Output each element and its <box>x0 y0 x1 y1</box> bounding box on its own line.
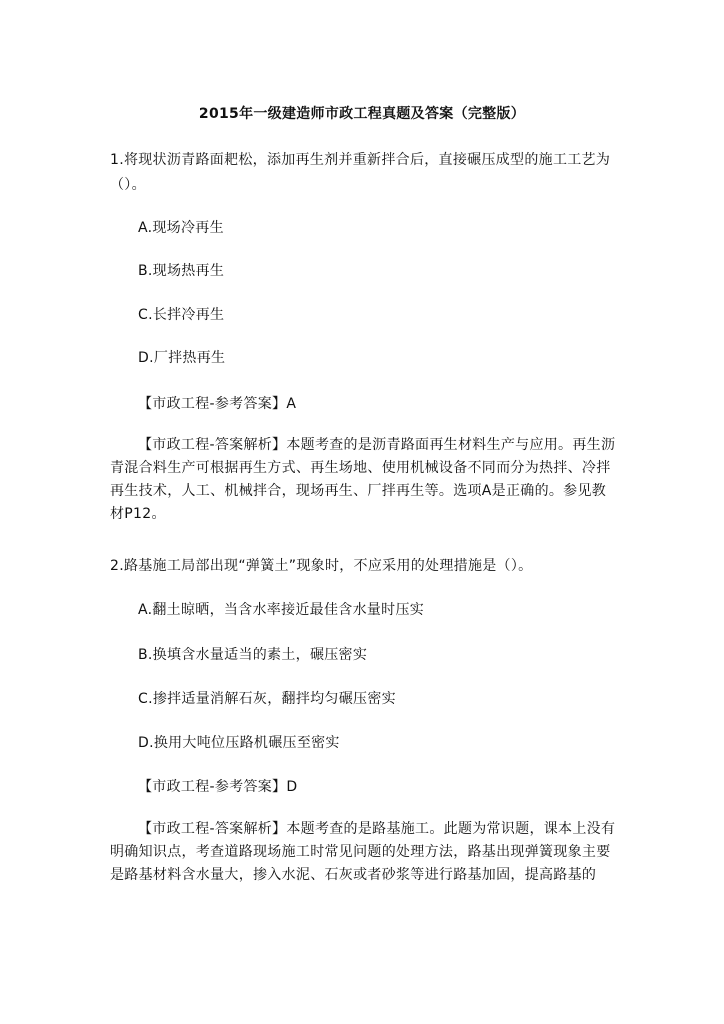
question-2-stem: 2.路基施工局部出现“弹簧土”现象时，不应采用的处理措施是（）。 <box>110 558 533 574</box>
question-1-option-d: D.厂拌热再生 <box>138 350 226 366</box>
question-1-option-c: C.长拌冷再生 <box>138 307 225 323</box>
question-2-option-d: D.换用大吨位压路机碾压至密实 <box>138 735 340 751</box>
question-2-analysis: 【市政工程-答案解析】本题考查的是路基施工。此题为常识题，课本上没有明确知识点，考查道路现场施工时常见问题的处理方法，路基出现弹簧现象主要是路基材料含水量大，掺入水泥、石灰或者砂浆等进行路基加固，提高路基的 <box>110 821 616 883</box>
question-2-option-b: B.换填含水量适当的素土，碾压密实 <box>138 647 368 663</box>
question-2-answer: 【市政工程-参考答案】D <box>138 779 298 795</box>
question-1-option-b: B.现场热再生 <box>138 263 225 279</box>
question-1-analysis: 【市政工程-答案解析】本题考查的是沥青路面再生材料生产与应用。再生沥青混合料生产可根据再生方式、再生场地、使用机械设备不同而分为热拌、冷拌再生技术，人工、机械拌合，现场再生、厂拌再生等。选项A是正确的。参见教材P12。 <box>110 437 616 522</box>
page-title: 2015年一级建造师市政工程真题及答案（完整版） <box>198 106 526 122</box>
question-1-stem-line-1: 1.将现状沥青路面耙松，添加再生剂并重新拌合后，直接碾压成型的施工工艺为 <box>110 152 611 168</box>
question-1-stem-line-2: （）。 <box>110 177 146 193</box>
question-1-answer: 【市政工程-参考答案】A <box>138 396 297 412</box>
question-2-option-c: C.掺拌适量消解石灰，翻拌均匀碾压密实 <box>138 691 396 707</box>
question-2-option-a: A.翻土晾晒，当含水率接近最佳含水量时压实 <box>138 602 425 618</box>
question-1-option-a: A.现场冷再生 <box>138 220 224 236</box>
